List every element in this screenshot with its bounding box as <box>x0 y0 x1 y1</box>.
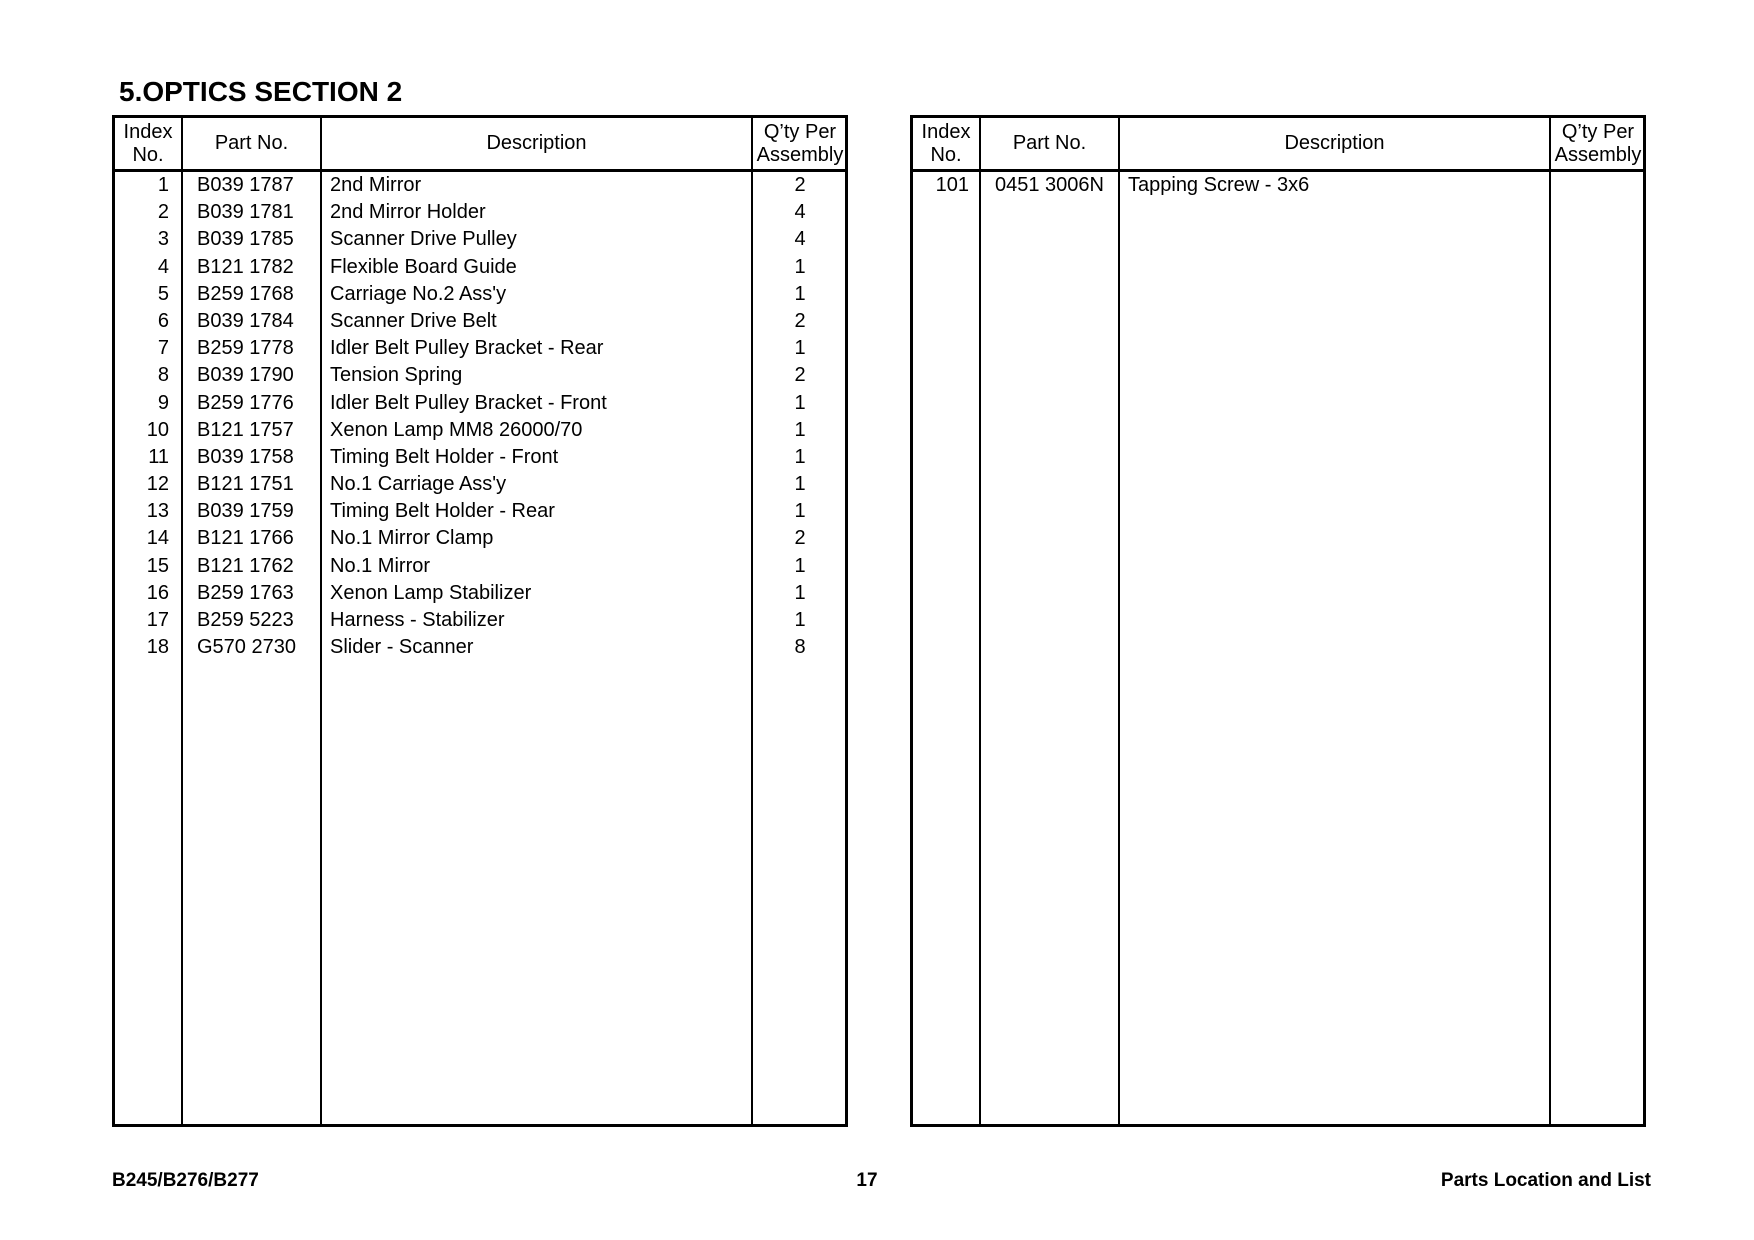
index-cell: 7 <box>157 337 169 360</box>
qty-cell: 1 <box>794 581 806 604</box>
index-cell: 9 <box>157 391 169 414</box>
index-cell: 16 <box>146 581 169 604</box>
table-row <box>115 308 845 335</box>
footer-section: Parts Location and List <box>1440 1170 1651 1191</box>
part-no-cell: B259 1776 <box>197 391 294 414</box>
table-row <box>115 471 845 498</box>
description-cell: Flexible Board Guide <box>330 255 517 278</box>
table-row <box>115 525 845 552</box>
description-cell: Timing Belt Holder - Front <box>330 445 559 468</box>
parts-table-right <box>910 115 1646 1127</box>
description-cell: Scanner Drive Belt <box>330 309 497 332</box>
table-row <box>115 417 845 444</box>
description-cell: Idler Belt Pulley Bracket - Front <box>330 391 607 414</box>
table-row <box>115 199 845 226</box>
part-no-cell: B259 1778 <box>197 337 294 360</box>
table-row <box>115 444 845 471</box>
index-cell: 1 <box>157 174 169 196</box>
description-cell: Slider - Scanner <box>330 636 474 659</box>
column-divider <box>1549 118 1551 1124</box>
column-divider <box>1118 118 1120 1124</box>
description-cell: Xenon Lamp Stabilizer <box>330 581 532 604</box>
part-no-cell: B121 1757 <box>197 418 294 441</box>
qty-cell: 1 <box>794 255 806 278</box>
part-no-cell: B039 1781 <box>197 201 294 224</box>
qty-cell: 4 <box>794 228 806 251</box>
header-description: Description <box>486 132 587 154</box>
description-cell: 2nd Mirror Holder <box>330 201 486 224</box>
description-cell: Timing Belt Holder - Rear <box>330 500 555 523</box>
table-body <box>913 172 1643 199</box>
index-cell: 2 <box>157 201 169 224</box>
part-no-cell: B039 1787 <box>197 174 294 196</box>
part-no-cell: B259 1763 <box>197 581 294 604</box>
qty-cell <box>1551 172 1645 199</box>
column-divider <box>979 118 981 1124</box>
qty-cell: 1 <box>794 337 806 360</box>
header-description: Description <box>1284 132 1385 154</box>
qty-cell: 1 <box>794 554 806 577</box>
index-cell: 4 <box>157 255 169 278</box>
qty-cell: 8 <box>794 636 806 659</box>
qty-cell: 2 <box>794 174 806 196</box>
part-no-cell: B039 1785 <box>197 228 294 251</box>
part-no-cell: G570 2730 <box>197 636 296 659</box>
header-index: Index No. <box>123 120 173 166</box>
part-no-cell: B259 5223 <box>197 609 294 631</box>
qty-cell: 1 <box>794 391 806 414</box>
table-row <box>913 172 1643 199</box>
table-row <box>115 362 845 389</box>
qty-cell: 2 <box>794 364 806 387</box>
part-no-cell: B039 1784 <box>197 309 294 332</box>
description-cell: 2nd Mirror <box>330 174 422 196</box>
qty-cell: 4 <box>794 201 806 224</box>
table-body <box>115 172 845 661</box>
index-cell: 13 <box>146 500 169 523</box>
description-cell: Tension Spring <box>330 364 463 387</box>
table-row <box>115 281 845 308</box>
part-no-cell: B039 1790 <box>197 364 294 387</box>
description-cell: Harness - Stabilizer <box>330 609 505 631</box>
table-row <box>115 335 845 362</box>
part-no-cell: B121 1751 <box>197 473 294 496</box>
table-row <box>115 172 845 199</box>
index-cell: 18 <box>146 636 169 659</box>
description-cell: No.1 Mirror Clamp <box>330 527 494 550</box>
qty-cell: 1 <box>794 282 806 305</box>
table-row <box>115 254 845 281</box>
description-cell: Idler Belt Pulley Bracket - Rear <box>330 337 604 360</box>
part-no-cell: B039 1758 <box>197 445 294 468</box>
index-cell: 15 <box>146 554 169 577</box>
page-title: 5.OPTICS SECTION 2 <box>119 76 403 107</box>
header-part-no: Part No. <box>214 132 289 154</box>
table-row <box>115 634 845 661</box>
qty-cell: 1 <box>794 609 806 631</box>
index-cell: 101 <box>935 174 969 196</box>
index-cell: 17 <box>146 609 169 631</box>
header-qty: Q’ty Per Assembly <box>1554 120 1642 166</box>
part-no-cell: B259 1768 <box>197 282 294 305</box>
qty-cell: 2 <box>794 309 806 332</box>
description-cell: Tapping Screw - 3x6 <box>1128 174 1310 196</box>
header-qty: Q’ty Per Assembly <box>756 120 844 166</box>
description-cell: Carriage No.2 Ass'y <box>330 282 507 305</box>
index-cell: 12 <box>146 473 169 496</box>
qty-cell: 1 <box>794 418 806 441</box>
table-row <box>115 390 845 417</box>
qty-cell: 1 <box>794 500 806 523</box>
table-row <box>115 226 845 253</box>
part-no-cell: B121 1782 <box>197 255 294 278</box>
index-cell: 3 <box>157 228 169 251</box>
part-no-cell: B039 1759 <box>197 500 294 523</box>
description-cell: Xenon Lamp MM8 26000/70 <box>330 418 583 441</box>
qty-cell: 2 <box>794 527 806 550</box>
table-row <box>115 607 845 634</box>
footer-model: B245/B276/B277 <box>112 1170 259 1191</box>
index-cell: 5 <box>157 282 169 305</box>
description-cell: Scanner Drive Pulley <box>330 228 517 251</box>
page-number: 17 <box>856 1170 878 1191</box>
table-row <box>115 580 845 607</box>
part-no-cell: B121 1762 <box>197 554 294 577</box>
index-cell: 11 <box>148 445 169 468</box>
table-row <box>115 498 845 525</box>
description-cell: No.1 Mirror <box>330 554 431 577</box>
header-part-no: Part No. <box>1012 132 1087 154</box>
description-cell: No.1 Carriage Ass'y <box>330 473 507 496</box>
qty-cell: 1 <box>794 473 806 496</box>
index-cell: 14 <box>146 527 169 550</box>
header-index: Index No. <box>921 120 971 166</box>
table-row <box>115 553 845 580</box>
index-cell: 6 <box>157 309 169 332</box>
part-no-cell: B121 1766 <box>197 527 294 550</box>
index-cell: 10 <box>146 418 169 441</box>
index-cell: 8 <box>157 364 169 387</box>
qty-cell: 1 <box>794 445 806 468</box>
part-no-cell: 0451 3006N <box>995 174 1104 196</box>
parts-table-left <box>112 115 848 1127</box>
